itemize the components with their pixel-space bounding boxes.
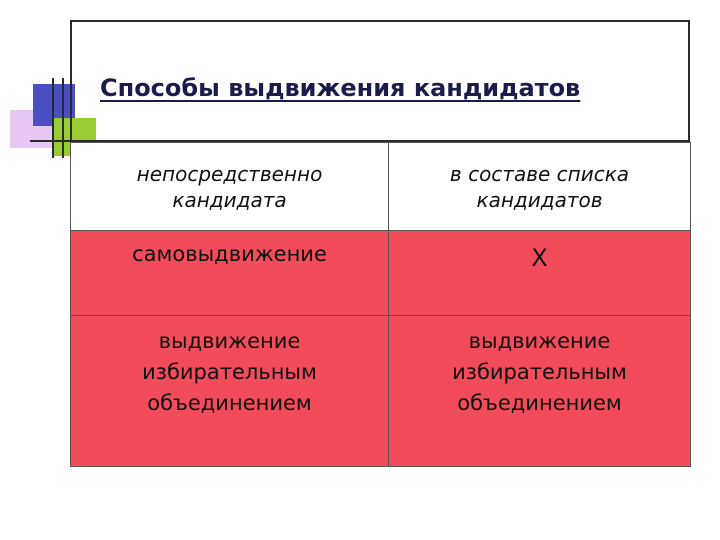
decorative-line-vertical	[62, 78, 64, 158]
cross-mark: Х	[531, 244, 548, 272]
nomination-methods-table	[70, 142, 691, 467]
table-row	[71, 316, 691, 467]
table-header-row	[71, 143, 691, 231]
header-direct-candidate: непосредственно кандидата	[71, 143, 389, 231]
cell-party-nomination-list: выдвижение избирательным объединением	[389, 316, 691, 467]
header-candidate-list: в составе списка кандидатов	[389, 143, 691, 231]
slide-title: Способы выдвижения кандидатов	[100, 74, 581, 102]
decorative-line-vertical	[52, 78, 54, 158]
cell-party-nomination-direct: выдвижение избирательным объединением	[71, 316, 389, 467]
table-row	[71, 231, 691, 316]
cell-self-nomination: самовыдвижение	[71, 231, 389, 316]
cell-not-applicable	[389, 231, 691, 316]
